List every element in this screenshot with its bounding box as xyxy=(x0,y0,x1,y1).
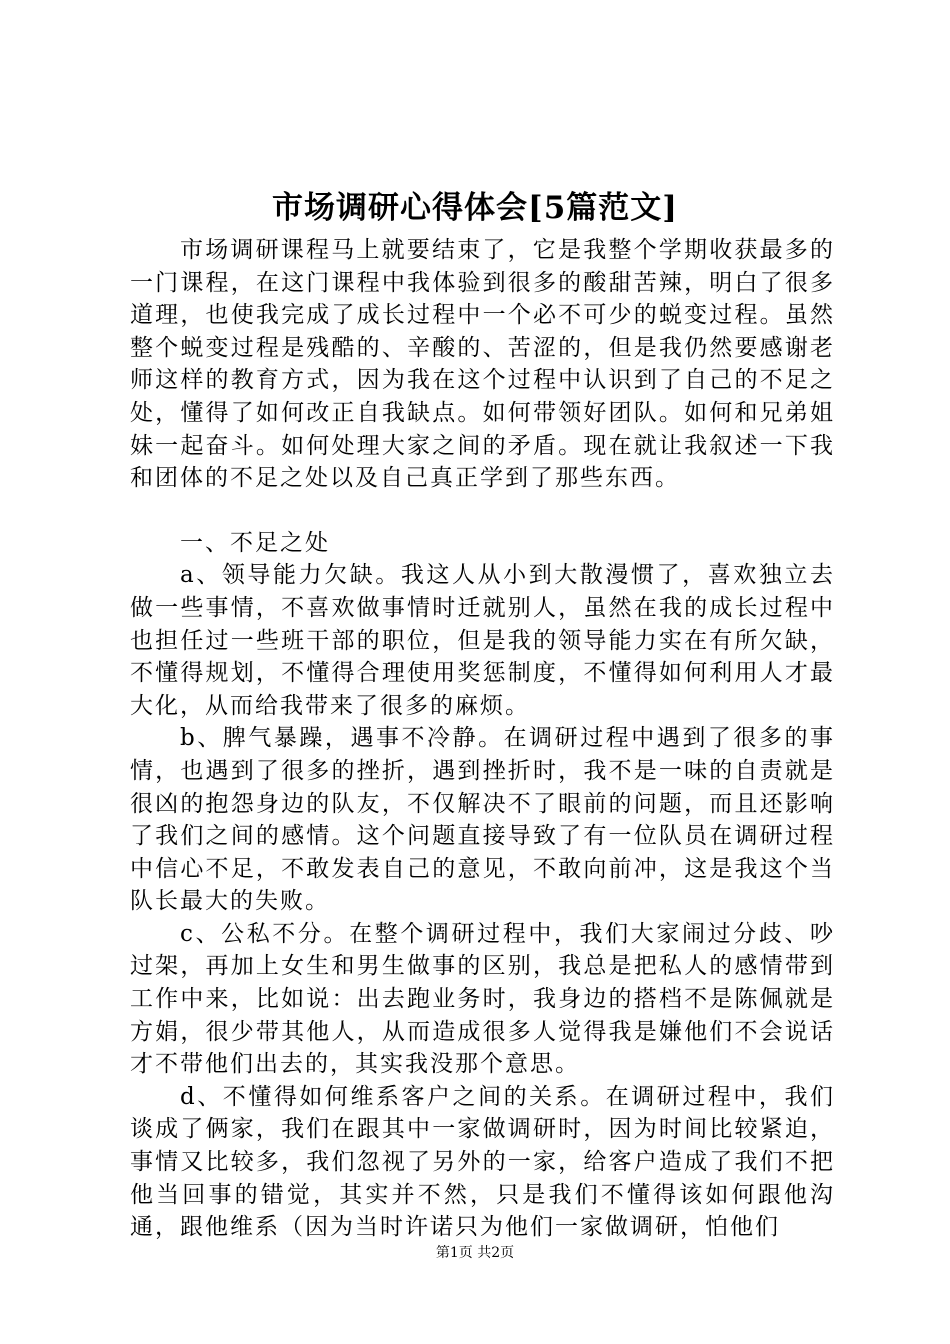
document-body xyxy=(130,234,835,1244)
section-heading: 一、不足之处 xyxy=(180,529,330,556)
intro-paragraph: 市场调研课程马上就要结束了，它是我整个学期收获最多的一门课程，在这门课程中我体验到很多的酸甜苦辣，明白了很多道理，也使我完成了成长过程中一个必不可少的蜕变过程。虽然整个蜕变过程是残酷的、辛酸的、苦涩的，但是我仍然要感谢老师这样的教育方式，因为我在这个过程中认识到了自己的不足之处，懂得了如何改正自我缺点。如何带领好团队。如何和兄弟姐妹一起奋斗。如何处理大家之间的矛盾。现在就让我叙述一下我和团体的不足之处以及自己真正学到了那些东西。 xyxy=(130,237,835,492)
page-number-footer: 第1页 共2页 xyxy=(435,1245,515,1261)
point-a-paragraph: a、领导能力欠缺。我这人从小到大散漫惯了，喜欢独立去做一些事情，不喜欢做事情时迁就别人，虽然在我的成长过程中也担任过一些班干部的职位，但是我的领导能力实在有所欠缺，不懂得规划，不懂得合理使用奖惩制度，不懂得如何利用人才最大化，从而给我带来了很多的麻烦。 xyxy=(130,562,835,719)
point-c-paragraph: c、公私不分。在整个调研过程中，我们大家闹过分歧、吵过架，再加上女生和男生做事的区别，我总是把私人的感情带到工作中来，比如说：出去跑业务时，我身边的搭档不是陈佩就是方娟，很少带其他人，从而造成很多人觉得我是嫌他们不会说话才不带他们出去的，其实我没那个意思。 xyxy=(130,920,835,1078)
point-d-paragraph: d、不懂得如何维系客户之间的关系。在调研过程中，我们谈成了俩家，我们在跟其中一家做调研时，因为时间比较紧迫，事情又比较多，我们忽视了另外的一家，给客户造成了我们不把他当回事的错觉，其实并不然，只是我们不懂得该如何跟他沟通，跟他维系（因为当时许诺只为他们一家做调研，怕他们 xyxy=(130,1083,835,1241)
point-b-paragraph: b、脾气暴躁，遇事不冷静。在调研过程中遇到了很多的事情，也遇到了很多的挫折，遇到挫折时，我不是一味的自责就是很凶的抱怨身边的队友，不仅解决不了眼前的问题，而且还影响了我们之间的感情。这个问题直接导致了有一位队员在调研过程中信心不足，不敢发表自己的意见，不敢向前冲，这是我这个当队长最大的失败。 xyxy=(130,725,835,915)
document-title: 市场调研心得体会[5篇范文] xyxy=(272,190,678,226)
